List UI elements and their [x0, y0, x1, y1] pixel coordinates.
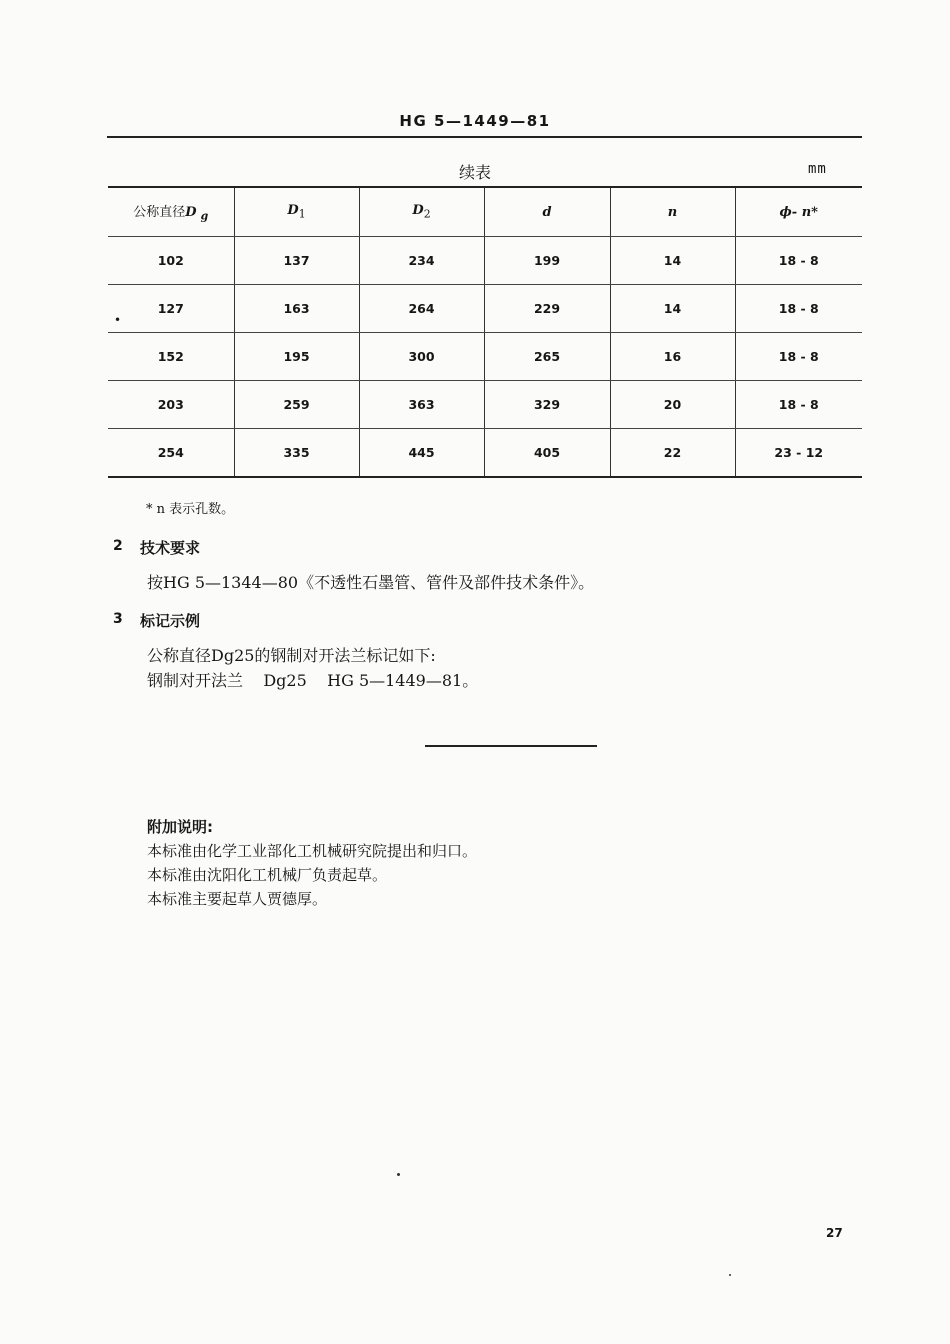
table-cell: 264 — [359, 285, 484, 333]
table-cell: 127 — [108, 285, 234, 333]
table-cell: 18 - 8 — [735, 285, 862, 333]
table-row — [108, 333, 862, 381]
section-title: 技术要求 — [140, 539, 201, 557]
table-cell: 259 — [234, 381, 359, 429]
section-number: 3 — [113, 611, 123, 627]
table-cell: 22 — [610, 429, 735, 478]
header-rule — [107, 136, 862, 138]
table-cell: 195 — [234, 333, 359, 381]
table-cell: 405 — [484, 429, 610, 478]
table-cell: 234 — [359, 237, 484, 285]
column-header: $D_1$ — [234, 187, 359, 237]
column-header: 公称直径D $_g$ — [108, 187, 234, 237]
page-number: 27 — [826, 1226, 843, 1240]
table-cell: 137 — [234, 237, 359, 285]
scan-speck — [729, 1274, 731, 1276]
table-cell: 18 - 8 — [735, 333, 862, 381]
table-cell: 102 — [108, 237, 234, 285]
note-line: 本标准由化学工业部化工机械研究院提出和归口。 — [147, 842, 478, 860]
table-cell: 229 — [484, 285, 610, 333]
flange-dimensions-table — [108, 186, 862, 478]
column-header: d — [484, 187, 610, 237]
end-rule — [425, 745, 597, 747]
table-cell: 163 — [234, 285, 359, 333]
table-unit: mm — [808, 161, 827, 177]
table-cell: 363 — [359, 381, 484, 429]
table-cell: 203 — [108, 381, 234, 429]
table-header-row — [108, 187, 862, 237]
table-row — [108, 237, 862, 285]
table-cell: 445 — [359, 429, 484, 478]
table-cell: 265 — [484, 333, 610, 381]
table-cell: 152 — [108, 333, 234, 381]
table-cell: 16 — [610, 333, 735, 381]
notes-title: 附加说明: — [147, 818, 213, 836]
row-bullet-mark: • — [114, 313, 122, 327]
table-cell: 329 — [484, 381, 610, 429]
note-line: 本标准主要起草人贾德厚。 — [147, 890, 328, 908]
column-header: $D_2$ — [359, 187, 484, 237]
table-cell: 14 — [610, 237, 735, 285]
section-text: 公称直径Dg25的钢制对开法兰标记如下: — [147, 646, 436, 665]
table-cell: 199 — [484, 237, 610, 285]
table-row — [108, 285, 862, 333]
table-cell: 335 — [234, 429, 359, 478]
table-row — [108, 429, 862, 478]
section-text: 按HG 5—1344—80《不透性石墨管、管件及部件技术条件》。 — [147, 573, 595, 592]
table-row — [108, 381, 862, 429]
table-cell: 18 - 8 — [735, 237, 862, 285]
column-header: ϕ- n* — [735, 187, 862, 237]
table-caption: 续表 — [458, 163, 491, 182]
table-cell: 20 — [610, 381, 735, 429]
section-text: 钢制对开法兰 Dg25 HG 5—1449—81。 — [147, 671, 479, 690]
table-cell: 300 — [359, 333, 484, 381]
table-cell: 254 — [108, 429, 234, 478]
scan-speck — [397, 1173, 400, 1176]
table-cell: 23 - 12 — [774, 445, 824, 460]
standard-code: HG 5—1449—81 — [399, 112, 551, 130]
section-title: 标记示例 — [140, 612, 201, 630]
table-cell: 18 - 8 — [735, 381, 862, 429]
note-line: 本标准由沈阳化工机械厂负责起草。 — [147, 866, 388, 884]
section-number: 2 — [113, 538, 123, 554]
table-footnote: * n 表示孔数。 — [146, 502, 235, 517]
table-cell: 14 — [610, 285, 735, 333]
column-header: n — [610, 187, 735, 237]
